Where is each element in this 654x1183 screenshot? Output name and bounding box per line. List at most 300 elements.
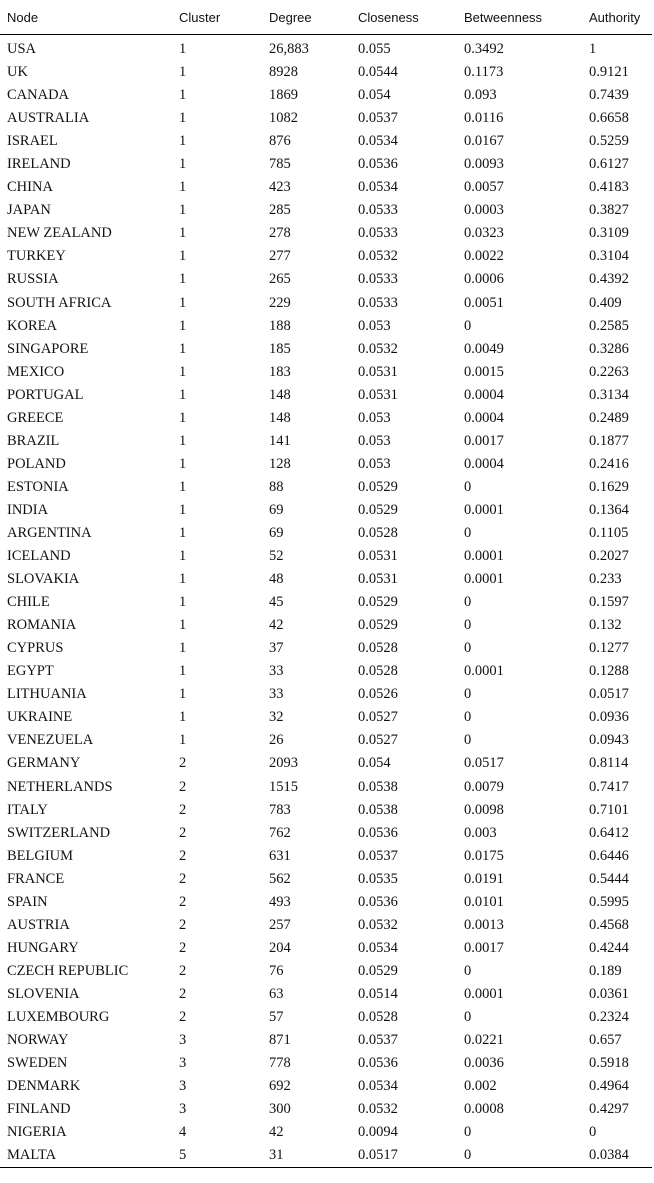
cell-authority: 0.1277 <box>589 640 629 657</box>
cell-node: ARGENTINA <box>7 525 92 541</box>
cell-closeness: 0.0527 <box>358 732 398 749</box>
table-row <box>0 407 652 430</box>
cell-degree: 1082 <box>269 110 298 127</box>
table-row <box>0 614 652 637</box>
cell-closeness: 0.0526 <box>358 686 398 703</box>
cell-betweenness: 0.0004 <box>464 455 504 472</box>
cell-node: SLOVENIA <box>7 985 80 1002</box>
table-row <box>0 960 652 983</box>
cell-cluster: 1 <box>179 340 187 357</box>
cell-closeness: 0.0532 <box>358 248 398 265</box>
cell-closeness: 0.0536 <box>358 1055 398 1072</box>
cell-betweenness: 0.0022 <box>464 248 504 265</box>
cell-degree: 778 <box>269 1055 291 1072</box>
cell-authority: 0.1364 <box>589 501 629 518</box>
cell-degree: 183 <box>269 363 291 380</box>
table-row <box>0 729 652 752</box>
table-row <box>0 338 652 361</box>
cell-betweenness: 0 <box>464 1008 472 1025</box>
cell-node: MEXICO <box>7 363 65 380</box>
cell-authority: 0.0936 <box>589 709 629 726</box>
cell-cluster: 1 <box>179 409 187 426</box>
cell-node: CANADA <box>7 87 70 104</box>
cell-authority: 0.0943 <box>589 732 629 749</box>
cell-node: NIGERIA <box>7 1124 67 1141</box>
cell-degree: 148 <box>269 386 291 403</box>
cell-node: SOUTH AFRICA <box>7 294 112 311</box>
cell-cluster: 2 <box>179 755 187 772</box>
cell-cluster: 3 <box>179 1101 187 1118</box>
header-closeness: Closeness <box>351 0 457 35</box>
cell-degree: 300 <box>269 1101 291 1118</box>
cell-betweenness: 0.1173 <box>464 64 504 81</box>
table-row <box>0 983 652 1006</box>
cell-node: VENEZUELA <box>7 732 94 749</box>
cell-cluster: 1 <box>179 110 187 127</box>
table-row <box>0 522 652 545</box>
cell-closeness: 0.0533 <box>358 225 398 242</box>
cell-authority: 0.2324 <box>589 1008 629 1025</box>
cell-closeness: 0.0534 <box>358 1078 398 1095</box>
table-row <box>0 153 652 176</box>
cell-authority: 0.8114 <box>589 755 629 772</box>
cell-cluster: 1 <box>179 133 187 150</box>
table-row <box>0 822 652 845</box>
cell-degree: 57 <box>269 1008 284 1025</box>
table-row <box>0 430 652 453</box>
cell-degree: 37 <box>269 640 284 657</box>
table-row <box>0 683 652 706</box>
cell-betweenness: 0 <box>464 317 472 334</box>
cell-degree: 26,883 <box>269 41 309 58</box>
cell-cluster: 1 <box>179 317 187 334</box>
cell-closeness: 0.0094 <box>358 1124 398 1141</box>
cell-node: BELGIUM <box>7 847 74 864</box>
cell-degree: 2093 <box>269 755 298 772</box>
cell-node: EGYPT <box>7 663 54 680</box>
cell-cluster: 1 <box>179 686 187 703</box>
cell-node: AUSTRALIA <box>7 110 90 127</box>
cell-node: CHILE <box>7 594 50 611</box>
table-row <box>0 268 652 291</box>
cell-node: NEW ZEALAND <box>7 225 112 242</box>
cell-authority: 0.2416 <box>589 455 629 472</box>
cell-node: ITALY <box>7 801 48 818</box>
cell-cluster: 3 <box>179 1078 187 1095</box>
cell-authority: 0.3104 <box>589 248 629 265</box>
cell-degree: 278 <box>269 225 291 242</box>
cell-closeness: 0.0529 <box>358 501 398 518</box>
cell-node: UK <box>7 64 28 81</box>
cell-closeness: 0.0528 <box>358 640 398 657</box>
cell-betweenness: 0.0057 <box>464 179 504 196</box>
cell-authority: 0.5918 <box>589 1055 629 1072</box>
cell-closeness: 0.053 <box>358 455 391 472</box>
cell-closeness: 0.0538 <box>358 801 398 818</box>
cell-betweenness: 0 <box>464 594 472 611</box>
cell-closeness: 0.0536 <box>358 893 398 910</box>
cell-betweenness: 0.0098 <box>464 801 504 818</box>
cell-betweenness: 0 <box>457 1144 582 1168</box>
table-row <box>0 453 652 476</box>
cell-node: FINLAND <box>7 1101 71 1118</box>
cell-cluster: 1 <box>179 202 187 219</box>
table-row <box>0 222 652 245</box>
cell-closeness: 0.0537 <box>358 1032 398 1049</box>
cell-authority: 0.6446 <box>589 847 629 864</box>
cell-closeness: 0.0514 <box>358 985 398 1002</box>
cell-betweenness: 0 <box>464 640 472 657</box>
table-row <box>0 1075 652 1098</box>
cell-closeness: 0.0535 <box>358 870 398 887</box>
cell-closeness: 0.0534 <box>358 133 398 150</box>
cell-cluster: 3 <box>179 1032 187 1049</box>
cell-betweenness: 0.093 <box>464 87 497 104</box>
cell-node: ROMANIA <box>7 617 77 634</box>
cell-node: SLOVAKIA <box>7 571 80 588</box>
cell-cluster: 2 <box>179 939 187 956</box>
cell-cluster: 1 <box>179 617 187 634</box>
table-row <box>0 315 652 338</box>
cell-betweenness: 0.0004 <box>464 386 504 403</box>
cell-authority: 0.1629 <box>589 478 629 495</box>
cell-closeness: 0.0528 <box>358 525 398 541</box>
cell-closeness: 0.0533 <box>358 202 398 219</box>
cell-cluster: 3 <box>179 1055 187 1072</box>
cell-degree: 1515 <box>269 778 298 795</box>
table-row <box>0 292 652 315</box>
cell-authority: 0.1288 <box>589 663 629 680</box>
cell-cluster: 1 <box>179 225 187 242</box>
cell-closeness: 0.0531 <box>358 571 398 588</box>
table-row <box>0 384 652 407</box>
cell-node: INDIA <box>7 501 49 518</box>
cell-degree: 631 <box>269 847 291 864</box>
cell-authority: 0.189 <box>589 962 622 979</box>
cell-betweenness: 0.0175 <box>464 847 504 864</box>
cell-betweenness: 0.0079 <box>464 778 504 795</box>
cell-authority: 0.7417 <box>589 778 629 795</box>
header-row <box>0 0 652 35</box>
cell-degree: 277 <box>269 248 291 265</box>
cell-closeness: 0.0537 <box>358 847 398 864</box>
cell-authority: 0.132 <box>589 617 622 634</box>
cell-closeness: 0.053 <box>358 409 391 426</box>
cell-closeness: 0.0517 <box>351 1144 457 1168</box>
table-row <box>0 199 652 222</box>
cell-betweenness: 0.0191 <box>464 870 504 887</box>
cell-node: SWEDEN <box>7 1055 68 1072</box>
cell-cluster: 1 <box>179 294 187 311</box>
cell-degree: 45 <box>269 594 284 611</box>
table-row <box>0 35 652 62</box>
cell-authority: 0.0361 <box>589 985 629 1002</box>
cell-degree: 493 <box>269 893 291 910</box>
cell-authority: 0.3286 <box>589 340 629 357</box>
cell-closeness: 0.0532 <box>358 340 398 357</box>
cell-cluster: 2 <box>179 893 187 910</box>
table-row <box>0 591 652 614</box>
cell-betweenness: 0.0013 <box>464 916 504 933</box>
cell-node: FRANCE <box>7 870 65 887</box>
cell-cluster: 1 <box>179 87 187 104</box>
cell-cluster: 1 <box>179 432 187 449</box>
header-cluster: Cluster <box>172 0 262 35</box>
cell-betweenness: 0.0001 <box>464 548 504 565</box>
cell-authority: 0.6127 <box>589 156 629 173</box>
cell-closeness: 0.0532 <box>358 1101 398 1118</box>
table-row <box>0 130 652 153</box>
cell-closeness: 0.0527 <box>358 709 398 726</box>
cell-closeness: 0.0528 <box>358 663 398 680</box>
cell-degree: 762 <box>269 824 291 841</box>
cell-betweenness: 0.0001 <box>464 663 504 680</box>
cell-betweenness: 0 <box>464 962 472 979</box>
cell-degree: 692 <box>269 1078 291 1095</box>
cell-betweenness: 0.0017 <box>464 432 504 449</box>
table-row <box>0 1144 652 1168</box>
cell-betweenness: 0.0017 <box>464 939 504 956</box>
cell-closeness: 0.0528 <box>358 1008 398 1025</box>
cell-betweenness: 0.3492 <box>464 41 504 58</box>
cell-betweenness: 0.002 <box>464 1078 497 1095</box>
cell-cluster: 1 <box>179 501 187 518</box>
table-row <box>0 176 652 199</box>
cell-degree: 26 <box>269 732 284 749</box>
cell-authority: 0.657 <box>589 1032 622 1049</box>
cell-degree: 42 <box>269 617 284 634</box>
cell-cluster: 1 <box>179 709 187 726</box>
cell-closeness: 0.054 <box>358 87 391 104</box>
cell-closeness: 0.0537 <box>358 110 398 127</box>
cell-cluster: 1 <box>179 594 187 611</box>
cell-betweenness: 0.0051 <box>464 294 504 311</box>
cell-authority: 0.0384 <box>582 1144 652 1168</box>
cell-closeness: 0.0536 <box>358 156 398 173</box>
cell-degree: 128 <box>269 455 291 472</box>
cell-closeness: 0.0529 <box>358 962 398 979</box>
cell-authority: 0.7101 <box>589 801 629 818</box>
cell-betweenness: 0.0036 <box>464 1055 504 1072</box>
cell-cluster: 1 <box>179 525 187 541</box>
cell-closeness: 0.0531 <box>358 363 398 380</box>
cell-authority: 0.3827 <box>589 202 629 219</box>
cell-authority: 0.4964 <box>589 1078 629 1095</box>
cell-closeness: 0.0533 <box>358 271 398 288</box>
table-row <box>0 845 652 868</box>
table-row <box>0 752 652 775</box>
cell-degree: 8928 <box>269 64 298 81</box>
table-row <box>0 660 652 683</box>
cell-degree: 33 <box>269 686 284 703</box>
cell-degree: 785 <box>269 156 291 173</box>
cell-node: KOREA <box>7 317 57 334</box>
cell-cluster: 1 <box>179 248 187 265</box>
cell-cluster: 2 <box>179 778 187 795</box>
cell-closeness: 0.053 <box>358 317 391 334</box>
cell-betweenness: 0 <box>464 478 472 495</box>
cell-betweenness: 0 <box>464 1124 472 1141</box>
cell-node: GREECE <box>7 409 64 426</box>
cell-authority: 0.4183 <box>589 179 629 196</box>
cell-degree: 188 <box>269 317 291 334</box>
table-row <box>0 361 652 384</box>
cell-closeness: 0.053 <box>358 432 391 449</box>
cell-authority: 0.6658 <box>589 110 629 127</box>
cell-degree: 562 <box>269 870 291 887</box>
cell-degree: 141 <box>269 432 291 449</box>
cell-closeness: 0.0529 <box>358 594 398 611</box>
cell-node: CYPRUS <box>7 640 64 657</box>
cell-closeness: 0.054 <box>358 755 391 772</box>
cell-betweenness: 0.0116 <box>464 110 504 127</box>
cell-authority: 0.9121 <box>589 64 629 81</box>
cell-node: ISRAEL <box>7 133 58 150</box>
table-row <box>0 706 652 729</box>
cell-betweenness: 0 <box>464 617 472 634</box>
cell-degree: 69 <box>269 501 284 518</box>
cell-authority: 0.409 <box>589 294 622 311</box>
cell-node: SPAIN <box>7 893 48 910</box>
cell-closeness: 0.0531 <box>358 548 398 565</box>
cell-degree: 32 <box>269 709 284 726</box>
cell-node: CZECH REPUBLIC <box>7 962 129 979</box>
table-row <box>0 1052 652 1075</box>
cell-betweenness: 0 <box>464 525 472 541</box>
cell-cluster: 1 <box>179 640 187 657</box>
table-row <box>0 107 652 130</box>
table-row <box>0 545 652 568</box>
table-body <box>0 35 652 1168</box>
cell-betweenness: 0.0001 <box>464 501 504 518</box>
cell-authority: 0.7439 <box>589 87 629 104</box>
cell-degree: 423 <box>269 179 291 196</box>
cell-cluster: 1 <box>179 363 187 380</box>
cell-closeness: 0.0536 <box>358 824 398 841</box>
cell-node: AUSTRIA <box>7 916 70 933</box>
table-row <box>0 891 652 914</box>
cell-betweenness: 0.0001 <box>464 985 504 1002</box>
cell-cluster: 2 <box>179 1008 187 1025</box>
cell-node: DENMARK <box>7 1078 81 1095</box>
cell-node: NETHERLANDS <box>7 778 113 795</box>
cell-authority: 0 <box>589 1124 597 1141</box>
cell-degree: 42 <box>269 1124 284 1141</box>
table-row <box>0 799 652 822</box>
cell-betweenness: 0.0008 <box>464 1101 504 1118</box>
cell-cluster: 1 <box>179 156 187 173</box>
cell-authority: 0.2263 <box>589 363 629 380</box>
cell-degree: 1869 <box>269 87 298 104</box>
cell-authority: 0.3109 <box>589 225 629 242</box>
cell-node: SINGAPORE <box>7 340 89 357</box>
table-row <box>0 637 652 660</box>
cell-degree: 204 <box>269 939 291 956</box>
cell-cluster: 2 <box>179 916 187 933</box>
cell-betweenness: 0.0517 <box>464 755 504 772</box>
cell-degree: 285 <box>269 202 291 219</box>
cell-authority: 0.1597 <box>589 594 629 611</box>
cell-cluster: 1 <box>179 386 187 403</box>
cell-node: GERMANY <box>7 755 81 772</box>
cell-authority: 0.5995 <box>589 893 629 910</box>
cell-node: TURKEY <box>7 248 66 265</box>
table-row <box>0 1006 652 1029</box>
cell-node: ESTONIA <box>7 478 69 495</box>
cell-cluster: 1 <box>179 41 187 58</box>
cell-authority: 0.0517 <box>589 686 629 703</box>
cell-degree: 63 <box>269 985 284 1002</box>
cell-betweenness: 0.0004 <box>464 409 504 426</box>
cell-degree: 148 <box>269 409 291 426</box>
cell-betweenness: 0 <box>464 709 472 726</box>
cell-betweenness: 0.0221 <box>464 1032 504 1049</box>
cell-betweenness: 0.0049 <box>464 340 504 357</box>
cell-betweenness: 0.0006 <box>464 271 504 288</box>
cell-closeness: 0.055 <box>358 41 391 58</box>
table-row <box>0 499 652 522</box>
cell-authority: 0.5444 <box>589 870 629 887</box>
cell-cluster: 1 <box>179 663 187 680</box>
table-row <box>0 476 652 499</box>
table-row <box>0 245 652 268</box>
cell-degree: 33 <box>269 663 284 680</box>
cell-cluster: 1 <box>179 548 187 565</box>
table-header <box>0 0 652 35</box>
cell-cluster: 1 <box>179 271 187 288</box>
cell-closeness: 0.0529 <box>358 617 398 634</box>
header-betweenness: Betweenness <box>457 0 582 35</box>
cell-degree: 52 <box>269 548 284 565</box>
cell-authority: 0.233 <box>589 571 622 588</box>
table-row <box>0 84 652 107</box>
cell-node: NORWAY <box>7 1032 69 1049</box>
cell-authority: 0.1877 <box>589 432 629 449</box>
cell-degree: 783 <box>269 801 291 818</box>
cell-authority: 0.6412 <box>589 824 629 841</box>
cell-closeness: 0.0538 <box>358 778 398 795</box>
cell-cluster: 2 <box>179 962 187 979</box>
cell-betweenness: 0.0003 <box>464 202 504 219</box>
cell-degree: 76 <box>269 962 284 979</box>
cell-betweenness: 0.003 <box>464 824 497 841</box>
table-row <box>0 868 652 891</box>
cell-betweenness: 0.0093 <box>464 156 504 173</box>
cell-node: LUXEMBOURG <box>7 1008 110 1025</box>
cell-node: ICELAND <box>7 548 71 565</box>
cell-node: MALTA <box>0 1144 172 1168</box>
cell-closeness: 0.0529 <box>358 478 398 495</box>
cell-closeness: 0.0531 <box>358 386 398 403</box>
cell-degree: 257 <box>269 916 291 933</box>
cell-cluster: 1 <box>179 179 187 196</box>
table-row <box>0 776 652 799</box>
cell-betweenness: 0.0323 <box>464 225 504 242</box>
cell-authority: 0.4392 <box>589 271 629 288</box>
table-row <box>0 1121 652 1144</box>
cell-degree: 88 <box>269 478 284 495</box>
cell-betweenness: 0 <box>464 732 472 749</box>
header-node: Node <box>0 0 172 35</box>
cell-cluster: 1 <box>179 732 187 749</box>
cell-node: LITHUANIA <box>7 686 87 703</box>
table-row <box>0 61 652 84</box>
table-row <box>0 1098 652 1121</box>
cell-node: POLAND <box>7 455 66 472</box>
cell-authority: 0.4568 <box>589 916 629 933</box>
cell-betweenness: 0.0015 <box>464 363 504 380</box>
cell-node: CHINA <box>7 179 53 196</box>
